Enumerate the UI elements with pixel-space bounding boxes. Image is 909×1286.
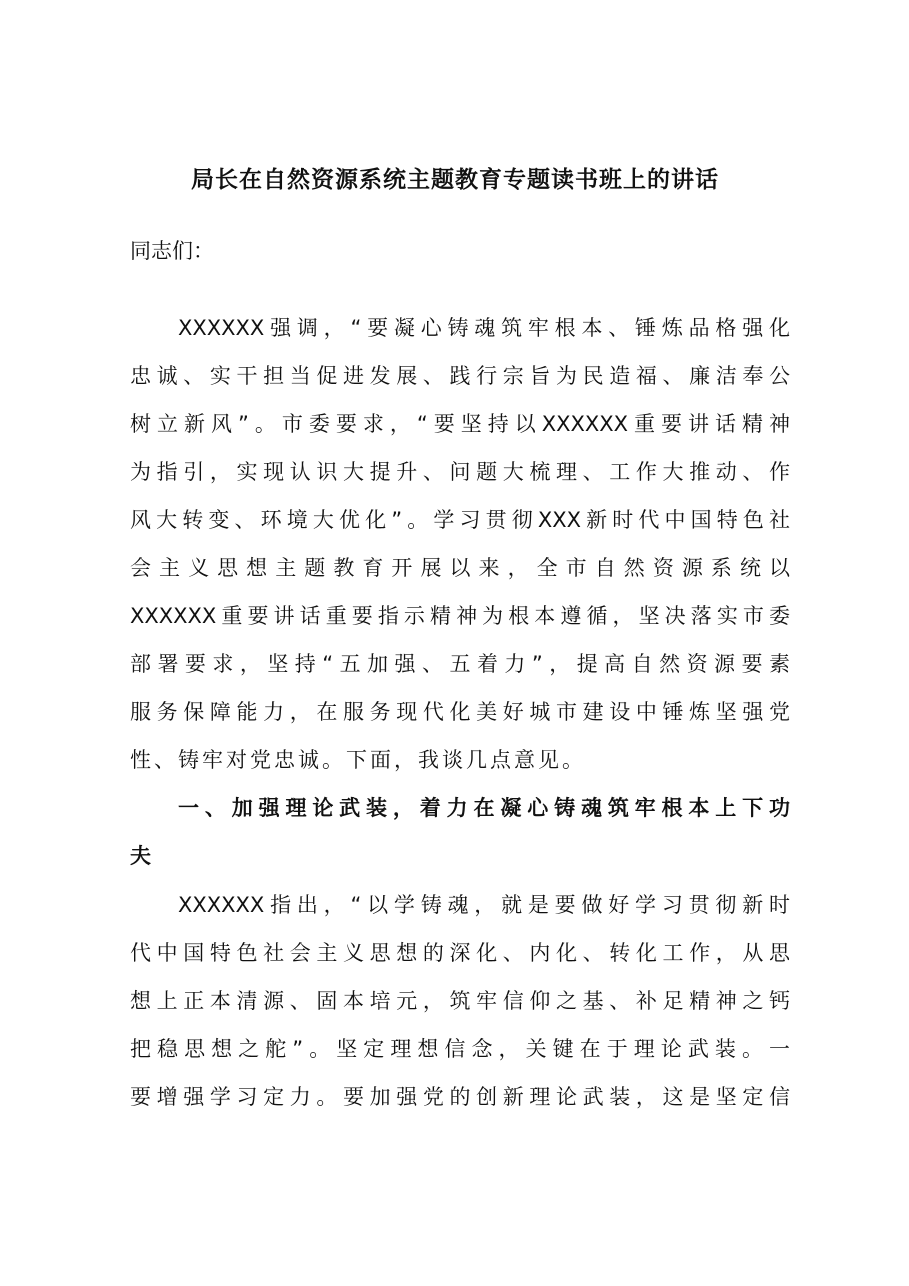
salutation: 同志们： (130, 239, 214, 263)
paragraph-line: 服务保障能力，在服务现代化美好城市建设中锤炼坚强党 (130, 700, 790, 724)
paragraph-line: XXXXXX强调，“要凝心铸魂筑牢根本、锤炼品格强化 (178, 316, 790, 340)
paragraph-line: 性、铸牢对党忠诚。下面，我谈几点意见。 (130, 748, 586, 772)
paragraph-line: 部署要求，坚持“五加强、五着力”，提高自然资源要素 (130, 652, 790, 676)
paragraph-line: 树立新风”。市委要求，“要坚持以XXXXXX重要讲话精神 (130, 412, 790, 436)
paragraph-line: 忠诚、实干担当促进发展、践行宗旨为民造福、廉洁奉公 (130, 364, 790, 388)
paragraph-line: 代中国特色社会主义思想的深化、内化、转化工作，从思 (130, 941, 790, 965)
paragraph-line: 风大转变、环境大优化”。学习贯彻XXX新时代中国特色社 (130, 508, 790, 532)
paragraph-line: 要增强学习定力。要加强党的创新理论武装，这是坚定信 (130, 1085, 790, 1109)
section-heading: 一、加强理论武装，着力在凝心铸魂筑牢根本上下功 (178, 796, 790, 820)
paragraph-line: XXXXXX重要讲话重要指示精神为根本遵循，坚决落实市委 (130, 604, 790, 628)
paragraph-line: 把稳思想之舵”。坚定理想信念，关键在于理论武装。一 (130, 1037, 790, 1061)
paragraph-line: 为指引，实现认识大提升、问题大梳理、工作大推动、作 (130, 460, 790, 484)
section-heading: 夫 (130, 844, 151, 868)
paragraph-line: 会主义思想主题教育开展以来，全市自然资源系统以 (130, 556, 790, 580)
document-title: 局长在自然资源系统主题教育专题读书班上的讲话 (191, 166, 719, 193)
paragraph-line: 想上正本清源、固本培元，筑牢信仰之基、补足精神之钙 (130, 989, 790, 1013)
paragraph-line: XXXXXX指出，“以学铸魂，就是要做好学习贯彻新时 (178, 893, 790, 917)
